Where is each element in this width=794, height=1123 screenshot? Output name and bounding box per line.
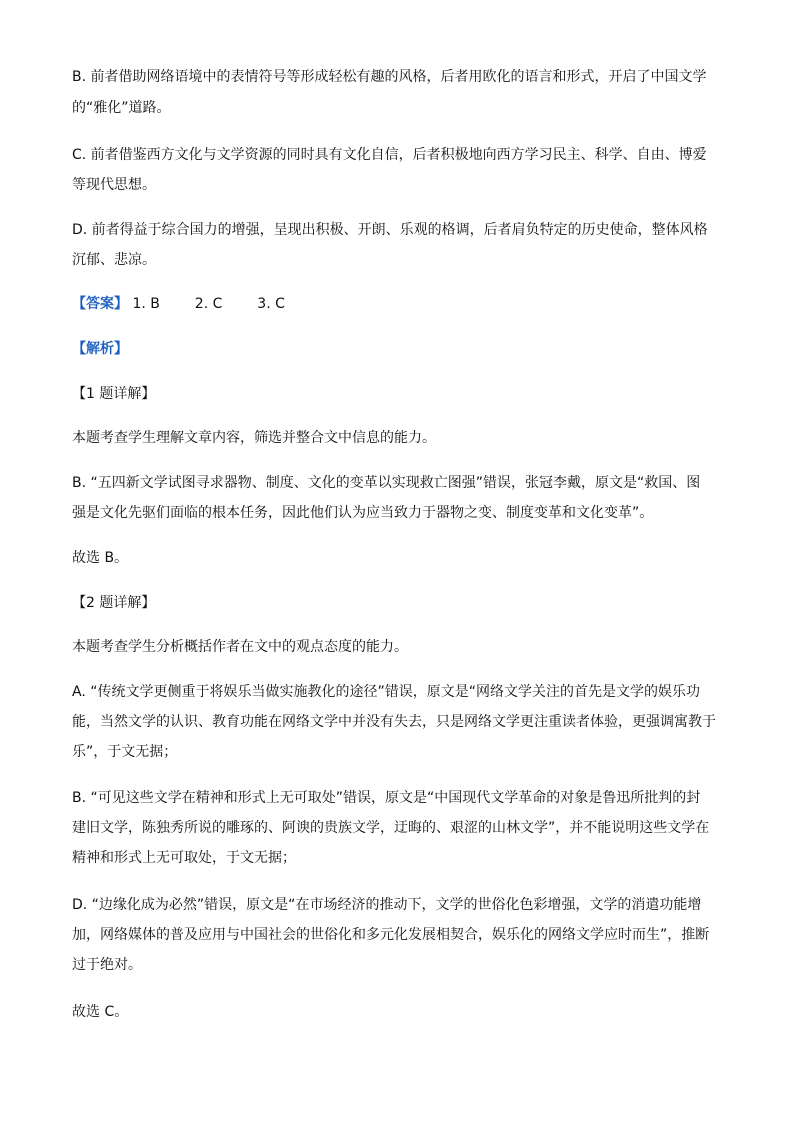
option-d-line-2: 沉郁、悲凉。: [72, 252, 156, 268]
option-b-line-2: 的“雅化”道路。: [72, 100, 171, 116]
q2-option-d-line-2: 加，网络媒体的普及应用与中国社会的世俗化和多元化发展相契合，娱乐化的网络文学应时而生”，推断: [72, 927, 710, 943]
answer-2: 2. C: [194, 296, 223, 312]
option-b-line-1: B. 前者借助网络语境中的表情符号等形成轻松有趣的风格，后者用欧化的语言和形式，开启了中国文学: [72, 69, 707, 85]
q2-intro: 本题考查学生分析概括作者在文中的观点态度的能力。: [72, 639, 408, 655]
q2-heading: 【2 题详解】: [72, 595, 156, 611]
option-d-line-1: D. 前者得益于综合国力的增强，呈现出积极、开朗、乐观的格调，后者肩负特定的历史使命，整体风格: [72, 222, 708, 238]
answer-line: [72, 294, 728, 314]
q2-option-a-line-3: 乐”，于文无据；: [72, 744, 178, 760]
q2-option-b-line-2: 建旧文学，陈独秀所说的雕琢的、阿谀的贵族文学，迂晦的、艰涩的山林文学”，并不能说明这些文学在: [72, 820, 710, 836]
q1-option-b-line-2: 强是文化先驱们面临的根本任务，因此他们认为应当致力于器物之变、制度变革和文化变革”。: [72, 505, 654, 521]
q2-conclusion: 故选 C。: [72, 1004, 129, 1020]
q1-heading: 【1 题详解】: [72, 386, 156, 402]
q1-option-b-line-1: B. “五四新文学试图寻求器物、制度、文化的变革以实现救亡图强”错误，张冠李戴，原文是“救国、图: [72, 475, 701, 491]
option-c-line-2: 等现代思想。: [72, 177, 156, 193]
option-c-line-1: C. 前者借鉴西方文化与文学资源的同时具有文化自信，后者积极地向西方学习民主、科学、自由、博爱: [72, 147, 707, 163]
q1-conclusion: 故选 B。: [72, 550, 129, 566]
q1-intro: 本题考查学生理解文章内容，筛选并整合文中信息的能力。: [72, 430, 436, 446]
q2-option-b-line-1: B. “可见这些文学在精神和形式上无可取处”错误，原文是“中国现代文学革命的对象是鲁迅所批判的封: [72, 790, 701, 806]
answer-3: 3. C: [257, 296, 285, 312]
q2-option-b-line-3: 精神和形式上无可取处，于文无据；: [72, 850, 296, 866]
answer-label: 【答案】: [72, 296, 128, 312]
q2-option-a-line-1: A. “传统文学更侧重于将娱乐当做实施教化的途径”错误，原文是“网络文学关注的首先是文学的娱乐功: [72, 684, 700, 700]
q2-option-d-line-1: D. “边缘化成为必然”错误，原文是“在市场经济的推动下，文学的世俗化色彩增强，文学的消遣功能增: [72, 897, 702, 913]
q2-option-a-line-2: 能，当然文学的认识、教育功能在网络文学中并没有失去，只是网络文学更注重读者体验，更强调寓教于: [72, 714, 716, 730]
q2-option-d-line-3: 过于绝对。: [72, 957, 142, 973]
analysis-label: 【解析】: [72, 341, 128, 357]
answer-1: 1. B: [132, 296, 160, 312]
